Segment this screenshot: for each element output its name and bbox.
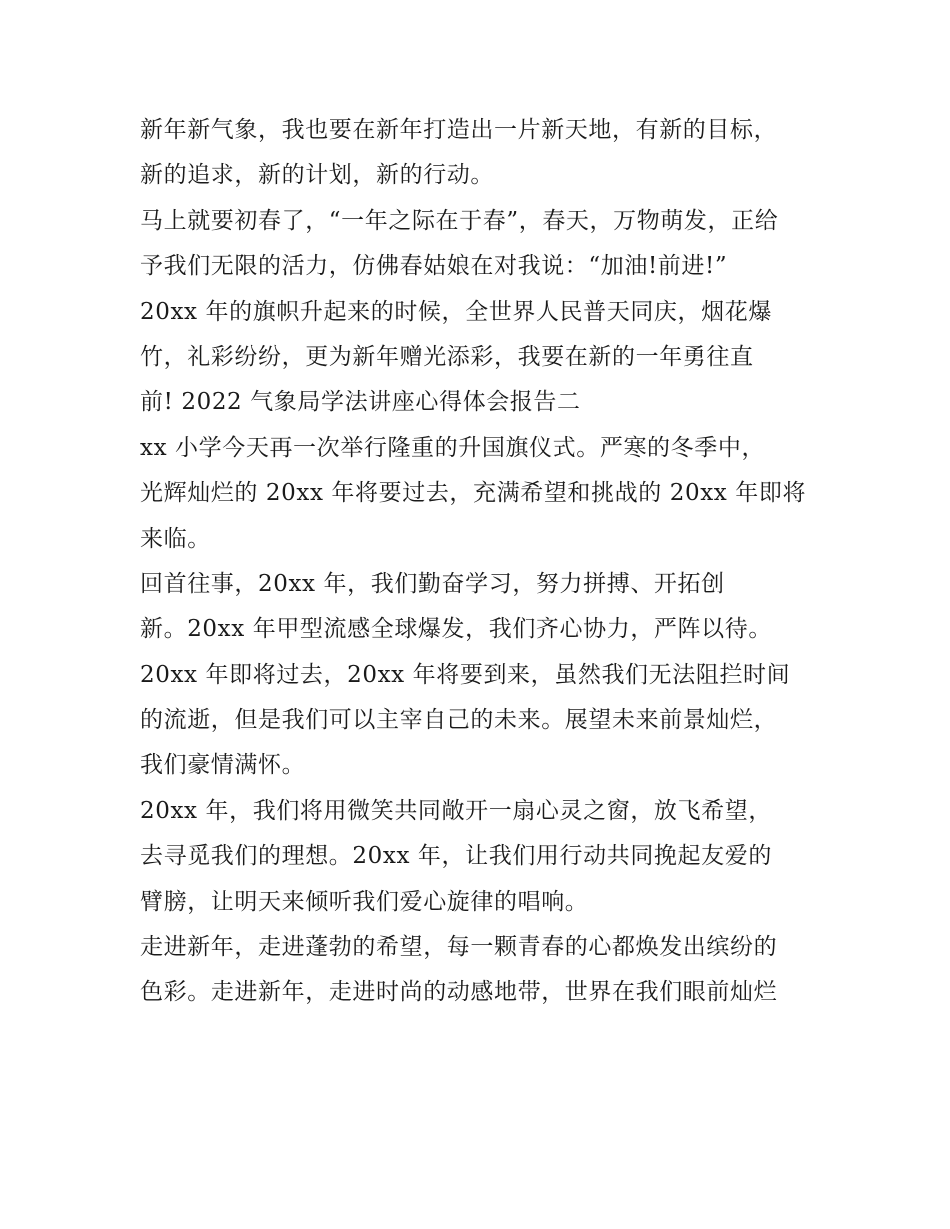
- text-line: 来临。: [140, 525, 211, 552]
- text-line: 20xx 年的旗帜升起来的时候，全世界人民普天同庆，烟花爆: [140, 298, 772, 325]
- text-line: 新的追求，新的计划，新的行动。: [140, 162, 494, 189]
- document-body: [140, 108, 830, 1016]
- section-heading-line: 前! 2022 气象局学法讲座心得体会报告二: [140, 389, 581, 416]
- text-line: 马上就要初春了，“一年之际在于春”，春天，万物萌发，正给: [140, 207, 779, 234]
- text-line: 予我们无限的活力，仿佛春姑娘在对我说：“加油!前进!”: [140, 253, 728, 280]
- text-line: 臂膀，让明天来倾听我们爱心旋律的唱响。: [140, 888, 589, 915]
- text-line: 光辉灿烂的 20xx 年将要过去，充满希望和挑战的 20xx 年即将: [140, 480, 807, 507]
- text-line: 新。20xx 年甲型流感全球爆发，我们齐心协力，严阵以待。: [140, 616, 772, 643]
- text-line: 的流逝，但是我们可以主宰自己的未来。展望未来前景灿烂，: [140, 707, 778, 734]
- text-line: 新年新气象，我也要在新年打造出一片新天地，有新的目标，: [140, 117, 778, 143]
- text-line: 色彩。走进新年，走进时尚的动感地带，世界在我们眼前灿烂: [140, 979, 778, 1006]
- text-line: 去寻觅我们的理想。20xx 年，让我们用行动共同挽起友爱的: [140, 843, 772, 870]
- text-line: 我们豪情满怀。: [140, 752, 306, 779]
- text-line: 20xx 年，我们将用微笑共同敞开一扇心灵之窗，放飞希望，: [140, 797, 772, 824]
- text-line: 竹，礼彩纷纷，更为新年赠光添彩，我要在新的一年勇往直: [140, 343, 754, 370]
- text-line: xx 小学今天再一次举行隆重的升国旗仪式。严寒的冬季中，: [140, 434, 766, 461]
- text-line: 回首往事，20xx 年，我们勤奋学习，努力拼搏、开拓创: [140, 570, 725, 597]
- text-line: 走进新年，走进蓬勃的希望，每一颗青春的心都焕发出缤纷的: [140, 934, 778, 961]
- text-line: 20xx 年即将过去，20xx 年将要到来，虽然我们无法阻拦时间: [140, 661, 791, 688]
